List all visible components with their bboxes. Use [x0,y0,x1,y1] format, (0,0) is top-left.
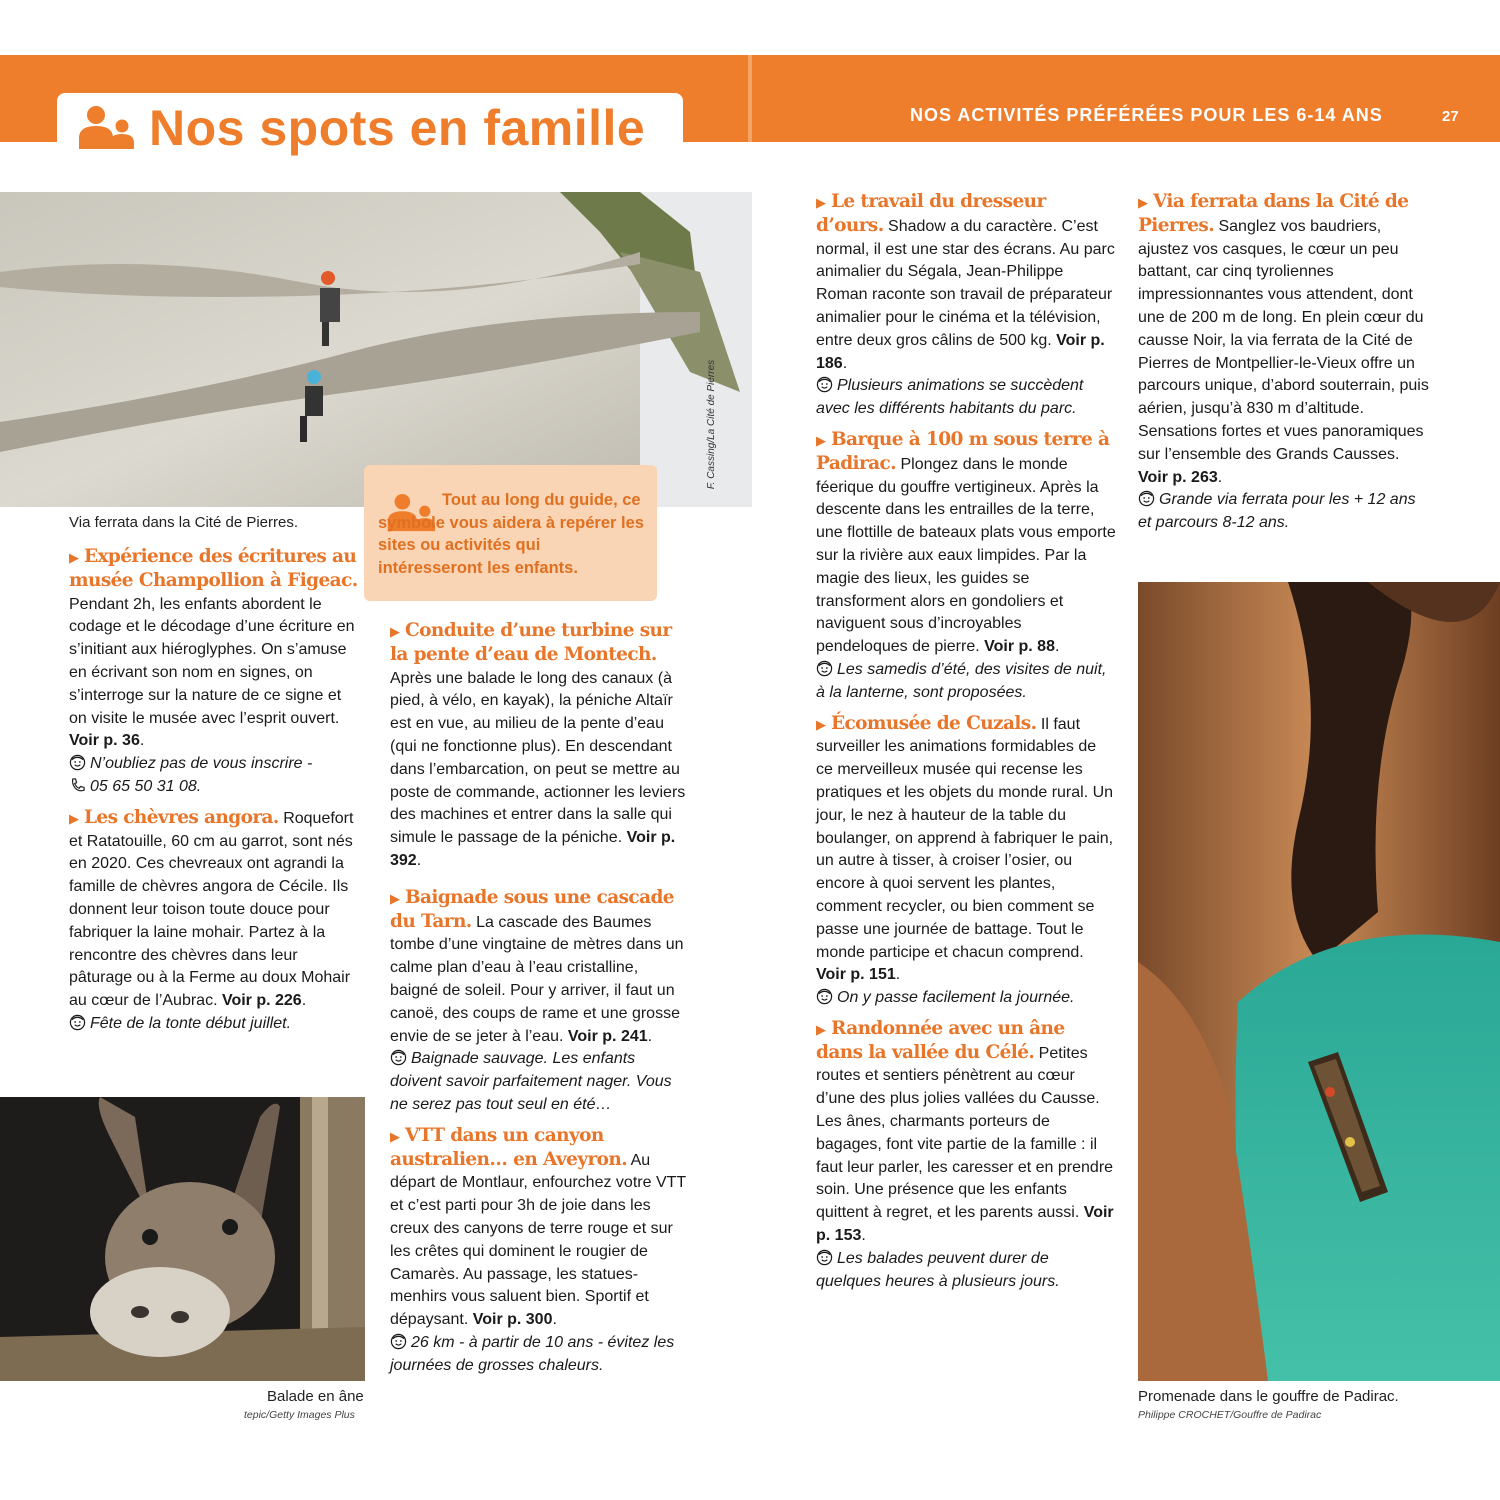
entry-body: Il faut surveiller les animations formidables de ce merveilleux musée qui recense les pratiques et les objets du monde rural. Un jour, le nez à hauteur de la table du boulanger, on apprend à fabriquer le pain, un autre à tisser, à croiser l’osier, ou encore à quoi servent les plantes, comment recycler, ou bien comment se passe une journée de battage. Tout le monde participe et chacun comprend. [816,715,1114,961]
see-page: Voir p. 153 [816,1204,1114,1245]
entry-title: Écomusée de Cuzals. [831,712,1037,734]
entry-title: Baignade sous une cascade du Tarn. [390,886,674,932]
entry-champollion: ▶ Expérience des écritures au musée Champollion à Figeac. Pendant 2h, les enfants abordent le codage et le décodage d’une écriture en s’initiant aux hiéroglyphes. On s’amuse en écrivant son nom en signes, on s’interroge sur la nature de ce signe et on visite le musée avec l’esprit ouvert. Voir p. 36. N’oubliez pas de vous inscrire - 05 65 50 31 08. [69,546,358,795]
entry-ane: ▶ Randonnée avec un âne dans la vallée du Célé. Petites routes et sentiers pénètrent au cœur d’une des plus jolies vallées du Causse. Les ânes, charmants porteurs de bagages, font vite partie de la famille : il faut leur parler, les caresser et en prendre soin. Une présence que les enfants quittent à regret, et les parents aussi. Voir p. 153. Les balades peuvent durer de quelques heures à plusieurs jours. [816,1017,1114,1290]
column-3 [816,191,1116,1301]
entry-title: VTT dans un canyon australien… en Aveyron. [390,1124,628,1170]
cave-illustration [1138,582,1500,1381]
photo-via-ferrata [0,192,752,507]
family-icon [77,105,135,151]
phone-icon [69,777,86,794]
see-page: Voir p. 241 [567,1027,648,1045]
column-1 [69,546,359,1044]
entry-note: N’oubliez pas de vous inscrire - [90,755,313,773]
title-tab [57,93,683,163]
bullet-triangle-icon: ▶ [816,716,826,732]
photo-donkey [0,1097,365,1381]
entry-baignade: ▶ Baignade sous une cascade du Tarn. La cascade des Baumes tombe d’une vingtaine de mètres dans un calme plan d’eau à l’eau cristalline, baigné de soleil. Pour y arriver, il faut un canoë, des coups de rame et une grosse envie de se jeter à l’eau. Voir p. 241. Baignade sauvage. Les enfants doivent savoir parfaitement nager. Vous ne serez pas tout seul en été… [390,886,684,1113]
entry-note: Baignade sauvage. Les enfants doivent savoir parfaitement nager. Vous ne serez pas tout seul en été… [390,1050,672,1113]
column-2 [390,620,688,1386]
photo-credit-climbing: F. Cassing/La Cité de Pierres [706,359,718,489]
smiley-icon [816,660,833,677]
entry-ecomusee: ▶ Écomusée de Cuzals. Il faut surveiller les animations formidables de ce merveilleux musée qui recense les pratiques et les objets du monde rural. Un jour, le nez à hauteur de la table du boulanger, on apprend à fabriquer le pain, un autre à tisser, à croiser l’osier, ou encore à quoi servent les plantes, comment recycler, ou bien comment se passe une journée de battage. Tout le monde participe et chacun comprend. Voir p. 151. On y passe facilement la journée. [816,712,1114,1007]
entry-title: Barque à 100 m sous terre à Padirac. [816,428,1110,474]
entry-note: On y passe facilement la journée. [837,989,1075,1007]
entry-vtt: ▶ VTT dans un canyon australien… en Aveyron. Au départ de Montlaur, enfourchez votre VTT et c’est parti pour 3h de joie dans les creux des canyons de terre rouge et sur les crêtes qui dominent le rougier de Camarès. Au passage, les statues-menhirs vous saluent bien. Sportif et dépaysant. Voir p. 300. 26 km - à partir de 10 ans - évitez les journées de grosses chaleurs. [390,1124,686,1374]
entry-body: Sanglez vos baudriers, ajustez vos casques, le cœur un peu battant, car cinq tyroliennes impressionnantes vous attendent, dont une de 200 m de long. En plein cœur du causse Noir, la via ferrata de la Cité de Pierres de Montpellier-le-Vieux offre un parcours unique, d’abord souterrain, puis aérien, jusqu’à 830 m d’altitude. Sensations fortes et vues panoramiques sur l’ensemble des Grands Causses. [1138,217,1429,463]
caption-donkey: Balade en âne [267,1388,364,1405]
tip-box [364,465,657,601]
entry-note: 26 km - à partir de 10 ans - évitez les journées de grosses chaleurs. [390,1333,675,1374]
entry-body: Roquefort et Ratatouille, 60 cm au garrot, sont nés en 2020. Ces chevreaux ont agrandi la famille de chèvres angora de Cécile. Ils donnent leur toison toute douce pour fabriquer la laine mohair. Partez à la rencontre des chèvres dans leur pâturage ou à la Ferme au doux Mohair au cœur de l’Aubrac. [69,809,354,1010]
smiley-icon [69,754,86,771]
entry-body: Plongez dans le monde féerique du gouffre vertigineux. Après la descente dans les entrailles de la terre, une flottille de bateaux plats vous emporte sur la rivière aux eaux limpides. Par la magie des lieux, les guides se transforment alors en gondoliers et naviguent sous d’incroyables pendeloques de pierre. [816,455,1116,656]
bullet-triangle-icon: ▶ [69,550,79,565]
donkey-illustration [0,1097,365,1381]
entry-title: Le travail du dresseur d’ours. [816,191,1046,236]
entry-phone: 05 65 50 31 08. [90,777,202,795]
photo-credit-donkey: tepic/Getty Images Plus [244,1409,355,1421]
entry-body: La cascade des Baumes tombe d’une vingtaine de mètres dans un calme plan d’eau à l’eau cristalline, baigné de soleil. Pour y arriver, il faut un canoë, des coups de rame et une grosse envie de se jeter à l’eau. [390,913,684,1045]
entry-body: Après une balade le long des canaux (à pied, à vélo, en kayak), la péniche Altaïr est en vue, au milieu de la pente d’eau (qui ne fonctionne plus). En descendant dans l’embarcation, on peut se mettre au poste de commande, actionner les leviers des machines et entrer dans la salle qui simule le passage de la péniche. [390,669,686,847]
bullet-triangle-icon: ▶ [816,432,826,448]
entry-title: Expérience des écritures au musée Champollion à Figeac. [69,546,358,591]
section-subtitle: NOS ACTIVITÉS PRÉFÉRÉES POUR LES 6-14 ANS [910,105,1383,125]
entry-title: Randonnée avec un âne dans la vallée du Célé. [816,1017,1065,1063]
page-number: 27 [1442,108,1459,125]
see-page: Voir p. 300 [472,1311,553,1329]
entry-title: Conduite d’une turbine sur la pente d’eau de Montech. [390,620,672,665]
smiley-icon [1138,490,1155,507]
bullet-triangle-icon: ▶ [69,810,79,826]
entry-ours: ▶ Le travail du dresseur d’ours. Shadow a du caractère. C’est normal, il est une star des écrans. Au parc animalier du Ségala, Jean-Philippe Roman raconte son travail de préparateur animalier pour le cinéma et la télévision, entre deux gros câlins de 500 kg. Voir p. 186. Plusieurs animations se succèdent avec les différents habitants du parc. [816,191,1115,418]
see-page: Voir p. 88 [984,638,1055,656]
see-page: Voir p. 36 [69,732,140,750]
smiley-icon [816,1249,833,1266]
smiley-icon [69,1014,86,1031]
bullet-triangle-icon: ▶ [390,624,400,639]
bullet-triangle-icon: ▶ [390,890,400,906]
see-page: Voir p. 226 [221,992,302,1010]
caption-cave: Promenade dans le gouffre de Padirac. [1138,1388,1399,1405]
smiley-icon [816,988,833,1005]
entry-via-ferrata: ▶ Via ferrata dans la Cité de Pierres. Sanglez vos baudriers, ajustez vos casques, le cœur un peu battant, car cinq tyroliennes impressionnantes vous attendent, dont une de 200 m de long. En plein cœur du causse Noir, la via ferrata de la Cité de Pierres de Montpellier-le-Vieux offre un parcours unique, d’abord souterrain, puis aérien, jusqu’à 830 m d’altitude. Sensations fortes et vues panoramiques sur l’ensemble des Grands Causses. Voir p. 263. Grande via ferrata pour les + 12 ans et parcours 8-12 ans. [1138,191,1429,532]
entry-note: Les samedis d’été, des visites de nuit, à la lanterne, sont proposées. [816,660,1107,701]
entry-turbine: ▶ Conduite d’une turbine sur la pente d’eau de Montech. Après une balade le long des canaux (à pied, à vélo, en kayak), la péniche Altaïr est en vue, au milieu de la pente d’eau (qui ne fonctionne plus). En descendant dans l’embarcation, on peut se mettre au poste de commande, actionner les leviers des machines et entrer dans la salle qui simule le passage de la péniche. Voir p. 392. [390,620,686,869]
bullet-triangle-icon: ▶ [816,195,826,210]
caption-climbing: Via ferrata dans la Cité de Pierres. [69,514,299,531]
climbing-illustration [0,192,752,507]
entry-title: Via ferrata dans la Cité de Pierres. [1138,191,1409,236]
photo-credit-cave: Philippe CROCHET/Gouffre de Padirac [1138,1409,1322,1421]
smiley-icon [390,1333,407,1350]
smiley-icon [390,1049,407,1066]
bullet-triangle-icon: ▶ [816,1021,826,1037]
see-page: Voir p. 186 [816,331,1105,372]
column-4 [1138,191,1430,543]
entry-note: Fête de la tonte début juillet. [90,1014,292,1032]
page-gutter [748,55,752,142]
bullet-triangle-icon: ▶ [390,1128,400,1144]
see-page: Voir p. 392 [390,829,676,869]
bullet-triangle-icon: ▶ [1138,195,1148,210]
entry-note: Les balades peuvent durer de quelques heures à plusieurs jours. [816,1249,1060,1290]
tip-text: Tout au long du guide, ce symbole vous aidera à repérer les sites ou activités qui intéresseront les enfants. [378,491,644,577]
entry-body: Au départ de Montlaur, enfourchez votre VTT et c’est parti pour 3h de joie dans les creux des canyons de terre rouge et sur les crêtes qui dominent le rougier de Camarès. Au passage, les statues-menhirs vous saluent bien. Sportif et dépaysant. [390,1151,686,1329]
entry-body: Pendant 2h, les enfants abordent le codage et le décodage d’une écriture en s’initiant aux hiéroglyphes. On s’amuse en écrivant son nom en signes, on s’interroge sur la nature de ce signe et on visite le musée avec l’esprit ouvert. [69,595,355,727]
see-page: Voir p. 151 [816,966,896,984]
photo-cave [1138,582,1500,1381]
page-title: Nos spots en famille [149,100,646,156]
entry-barque: ▶ Barque à 100 m sous terre à Padirac. Plongez dans le monde féerique du gouffre vertigineux. Après la descente dans les entrailles de la terre, une flottille de bateaux plats vous emporte sur la rivière aux eaux limpides. Par la magie des lieux, les guides se transforment alors en gondoliers et naviguent sous d’incroyables pendeloques de pierre. Voir p. 88. Les samedis d’été, des visites de nuit, à la lanterne, sont proposées. [816,428,1116,701]
smiley-icon [816,376,833,393]
entry-body: Petites routes et sentiers pénètrent au cœur d’une des plus jolies vallées du Causse. Les ânes, charmants porteurs de bagages, font vite partie de la famille : il faut leur parler, les caresser et en prendre soin. Une présence que les enfants quittent à regret, et les parents aussi. [816,1044,1114,1222]
entry-chevres: ▶ Les chèvres angora. Roquefort et Ratatouille, 60 cm au garrot, sont nés en 2020. Ces chevreaux ont agrandi la famille de chèvres angora de Cécile. Ils donnent leur toison toute douce pour fabriquer la laine mohair. Partez à la rencontre des chèvres dans leur pâturage ou à la Ferme au doux Mohair au cœur de l’Aubrac. Voir p. 226. Fête de la tonte début juillet. [69,806,354,1032]
see-page: Voir p. 263 [1138,468,1218,486]
entry-note: Plusieurs animations se succèdent avec les différents habitants du parc. [816,377,1084,418]
entry-note: Grande via ferrata pour les + 12 ans et parcours 8-12 ans. [1138,491,1416,532]
entry-title: Les chèvres angora. [84,806,279,828]
entry-body: Shadow a du caractère. C’est normal, il est une star des écrans. Au parc animalier du Ségala, Jean-Philippe Roman raconte son travail de préparateur animalier pour le cinéma et la télévision, entre deux gros câlins de 500 kg. [816,217,1115,349]
